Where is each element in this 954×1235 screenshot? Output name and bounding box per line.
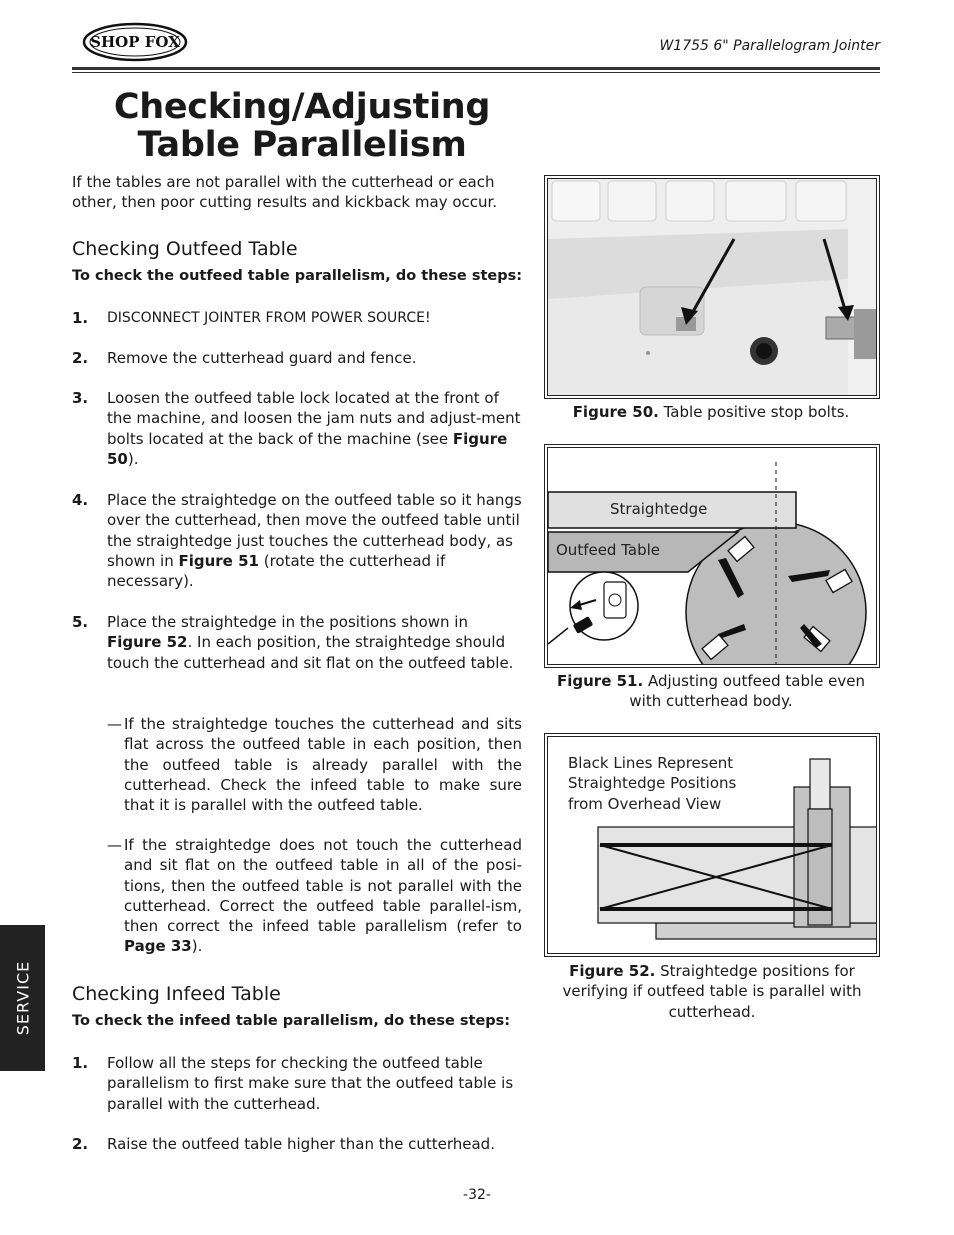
logo-text: SHOP FOX bbox=[90, 33, 180, 51]
document-title: W1755 6" Parallelogram Jointer bbox=[659, 38, 880, 54]
page-number: -32- bbox=[463, 1187, 491, 1203]
outfeed-step-4: 4. Place the straightedge on the outfeed table so it hangs over the cutterhead, then move the outfeed table until the straightedge just touches the cutterhead body, as shown in Figure 51 (rotate the cutterhead if necessary). bbox=[72, 491, 522, 591]
header-rule bbox=[72, 67, 880, 70]
straightedge-label: Straightedge bbox=[610, 500, 708, 518]
outfeed-lead: To check the outfeed table parallelism, do these steps: bbox=[72, 268, 523, 284]
figure-52-diagram bbox=[544, 733, 880, 957]
outfeed-table-label: Outfeed Table bbox=[556, 541, 661, 559]
infeed-step-1: 1. Follow all the steps for checking the outfeed table parallelism to first make sure that the outfeed table is parallel with the cutterhead. bbox=[72, 1054, 514, 1113]
outfeed-bullet-not-parallel: — If the straightedge does not touch the cutterhead and sit flat on the outfeed table in all of the posi-tions, then the outfeed table is not parallel with the cutterhead. Correct the outfeed table parallel-ism, then correct the infeed table parallelism (refer to Page 33). bbox=[107, 836, 522, 956]
shop-fox-logo bbox=[82, 22, 188, 62]
infeed-step-2: 2. Raise the outfeed table higher than the cutterhead. bbox=[72, 1135, 495, 1153]
figure-50-photo bbox=[544, 175, 880, 399]
note-line-1: Black Lines Represent bbox=[568, 754, 734, 772]
note-line-2: Straightedge Positions bbox=[568, 774, 737, 792]
outfeed-step-5: 5. Place the straightedge in the positions shown in Figure 52. In each position, the straightedge should touch the cutterhead and sit flat on the outfeed table. bbox=[72, 613, 514, 672]
outfeed-bullet-parallel: — If the straightedge touches the cutterhead and sits flat across the outfeed table in each position, then the outfeed table is already parallel with the cutterhead. Check the infeed table to make sure that it is parallel with the outfeed table. bbox=[107, 715, 522, 815]
page-title: Checking/Adjusting Table Parallelism bbox=[113, 87, 491, 165]
figure-51-caption: Figure 51. Adjusting outfeed table even with cutterhead body. bbox=[557, 672, 865, 711]
outfeed-step-1: 1. DISCONNECT JOINTER FROM POWER SOURCE! bbox=[72, 309, 431, 327]
figure-51-diagram bbox=[544, 444, 880, 668]
infeed-lead: To check the infeed table parallelism, do these steps: bbox=[72, 1013, 511, 1029]
outfeed-step-2: 2. Remove the cutterhead guard and fence. bbox=[72, 349, 417, 367]
figure-50-caption: Figure 50. Table positive stop bolts. bbox=[572, 403, 850, 421]
section-side-tab: SERVICE bbox=[0, 925, 45, 1071]
outfeed-heading: Checking Outfeed Table bbox=[72, 238, 298, 260]
intro-paragraph: If the tables are not parallel with the cutterhead or each other, then poor cutting results and kickback may occur. bbox=[72, 173, 498, 212]
note-line-3: from Overhead View bbox=[568, 795, 722, 813]
figure-52-caption: Figure 52. Straightedge positions for verifying if outfeed table is parallel with cutterhead. bbox=[562, 962, 862, 1021]
outfeed-step-3: 3. Loosen the outfeed table lock located at the front of the machine, and loosen the jam nuts and adjust-ment bolts located at the back of the machine (see Figure 50). bbox=[72, 389, 521, 468]
header-rule-thin bbox=[72, 72, 880, 73]
infeed-heading: Checking Infeed Table bbox=[72, 983, 281, 1005]
